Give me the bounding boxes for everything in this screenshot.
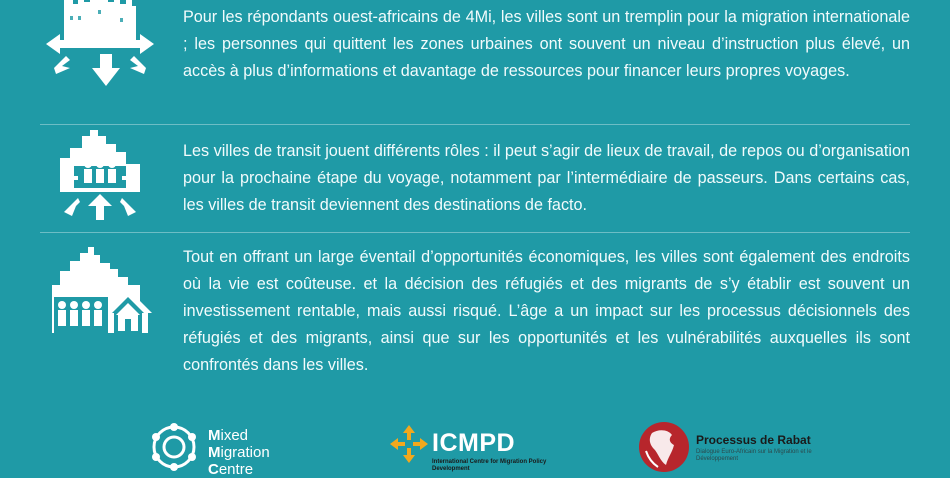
paragraph-launchpad: Pour les répondants ouest-africains de 4Mi, les villes sont un tremplin pour la migration internationale ; les personnes qui quittent les zones urbaines ont souvent un niveau d’instruction plus élevé, un accès à plus d’informations et davantage de ressources pour financer leurs propres voyages. bbox=[183, 8, 910, 80]
city-home-people-icon bbox=[40, 245, 160, 335]
mmc-line-3: Centre bbox=[208, 461, 254, 478]
city-transit-people-icon bbox=[40, 128, 160, 228]
rabat-name: Processus de Rabat bbox=[696, 433, 811, 447]
icmpd-subtitle: International Centre for Migration Policy Development bbox=[432, 459, 547, 472]
icmpd-emblem-icon bbox=[390, 425, 428, 463]
info-row-launchpad bbox=[40, 0, 910, 120]
mmc-emblem-icon bbox=[148, 421, 200, 473]
mmc-logo[interactable] bbox=[148, 421, 278, 478]
rabat-globe-icon bbox=[638, 421, 690, 473]
info-row-transit bbox=[40, 125, 910, 230]
partner-logos bbox=[0, 415, 950, 478]
mmc-line-1: Mixed bbox=[208, 427, 249, 444]
icmpd-logo[interactable] bbox=[390, 421, 560, 475]
city-outward-arrows-icon bbox=[40, 0, 160, 91]
rabat-logo[interactable] bbox=[638, 421, 818, 475]
paragraph-settlement: Tout en offrant un large éventail d’opportunités économiques, les villes sont également des endroits où la vie est coûteuse. et la décision des réfugiés et des migrants de s’y établir est souvent un investissement rentable, mais aussi risqué. L’âge a un impact sur les processus décisionnels des réfugiés et des migrants, ainsi que sur les opportunités et les vulnérabilités auxquelles ils sont confrontés dans les villes. bbox=[183, 248, 910, 374]
info-row-settlement bbox=[40, 233, 910, 383]
paragraph-transit: Les villes de transit jouent différents rôles : il peut s’agir de lieux de travail, de repos ou d’organisation pour la prochaine étape du voyage, notamment par l’intermédiaire de passeurs. Dans certains cas, les villes de transit deviennent des destinations de facto. bbox=[183, 142, 910, 214]
icmpd-name: ICMPD bbox=[432, 429, 516, 457]
mmc-line-2: Migration bbox=[208, 444, 270, 461]
rabat-subtitle: Dialogue Euro-Africain sur la Migration et le Développement bbox=[696, 449, 812, 462]
